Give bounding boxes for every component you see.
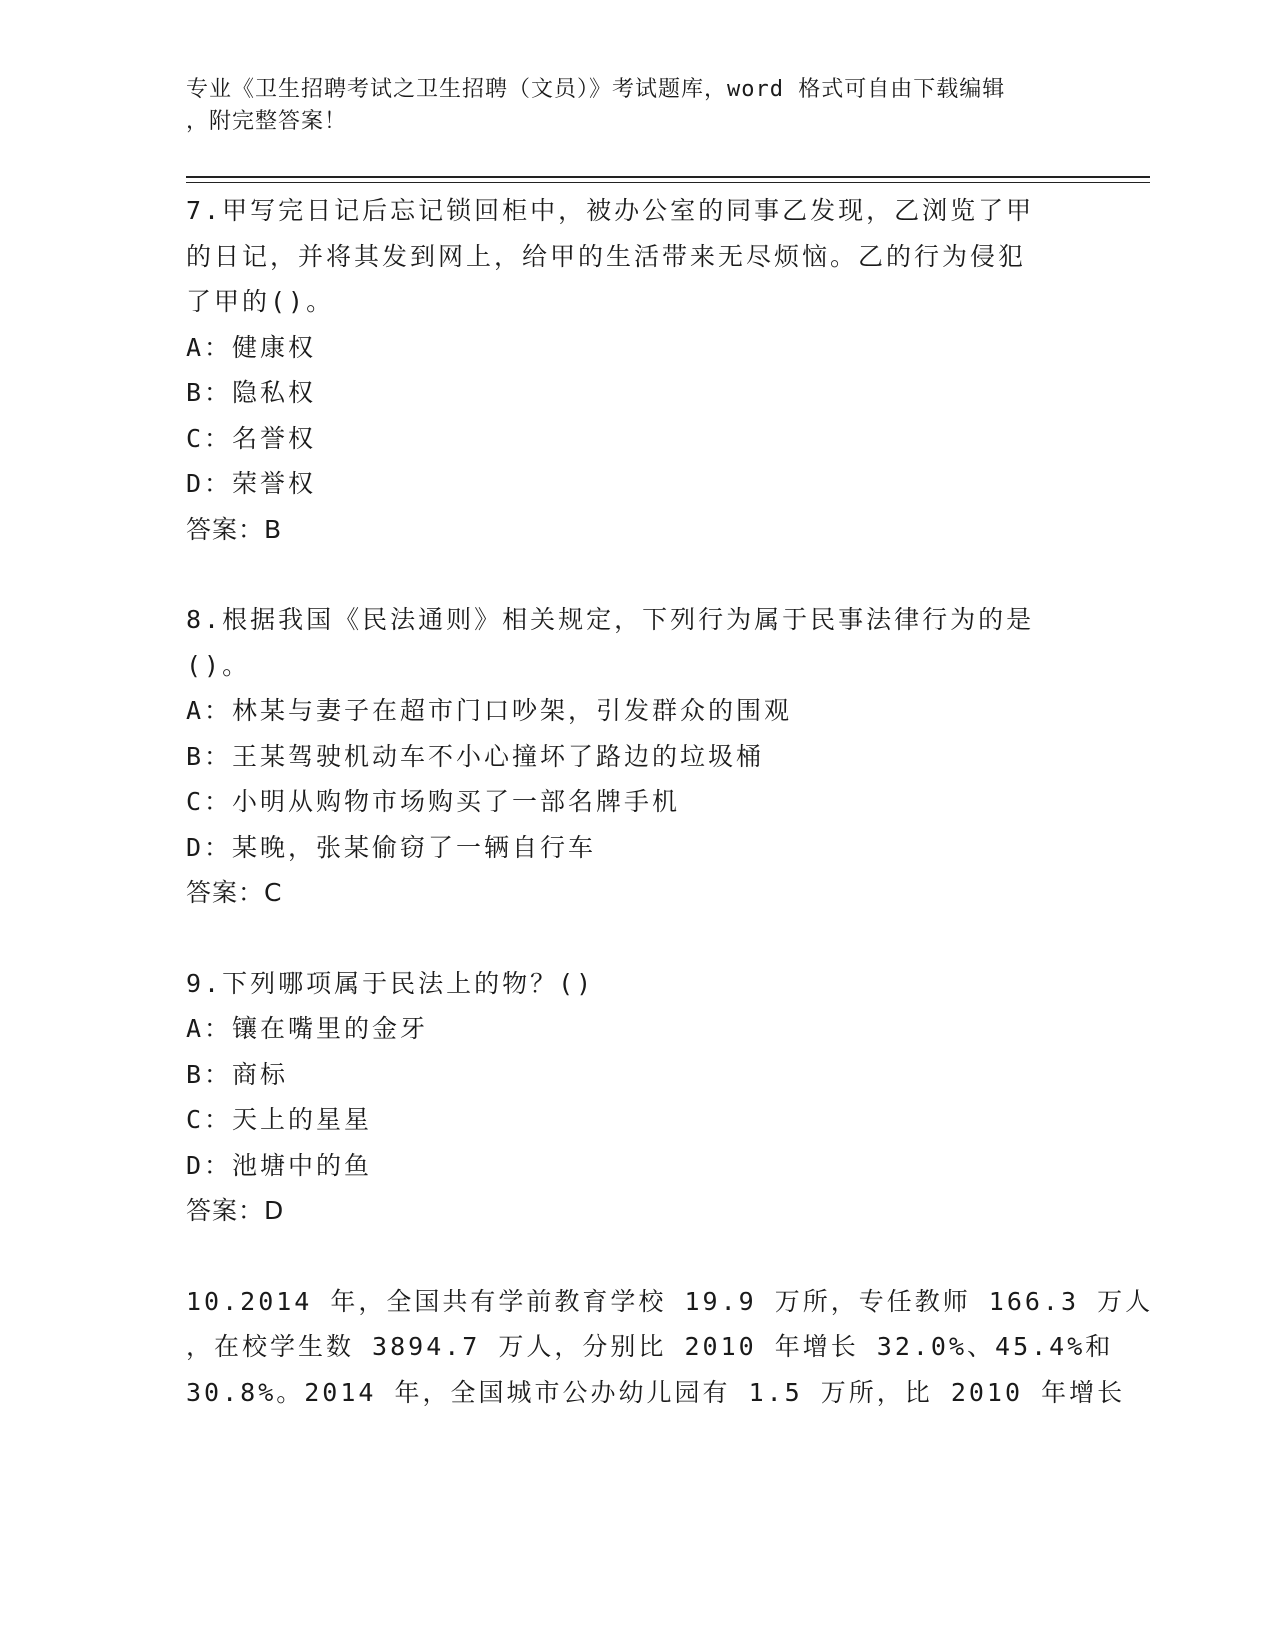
question-stem-line: 8.根据我国《民法通则》相关规定，下列行为属于民事法律行为的是	[186, 605, 1035, 634]
question-stem-line: ，在校学生数 3894.7 万人，分别比 2010 年增长 32.0%、45.4%和	[186, 1332, 1114, 1361]
option-c: C：名誉权	[186, 423, 317, 453]
question-stem-line: 的日记，并将其发到网上，给甲的生活带来无尽烦恼。乙的行为侵犯	[186, 241, 1027, 271]
option-d: D：池塘中的鱼	[186, 1150, 373, 1180]
question-spacer	[186, 1234, 1086, 1279]
option-a: A：健康权	[186, 332, 317, 362]
question-stem-line: 7.甲写完日记后忘记锁回柜中，被办公室的同事乙发现，乙浏览了甲	[186, 196, 1035, 225]
question-stem-line: 9.下列哪项属于民法上的物？()	[186, 968, 595, 998]
answer-line: 答案：D	[186, 1196, 285, 1225]
answer-line: 答案：B	[186, 514, 283, 544]
question-stem-line: 10.2014 年，全国共有学前教育学校 19.9 万所，专任教师 166.3 万人	[186, 1286, 1154, 1316]
question-spacer	[186, 916, 1086, 961]
option-d: D：荣誉权	[186, 469, 317, 498]
question-stem-line: ()。	[186, 650, 251, 680]
header-divider-thick	[186, 176, 1150, 178]
header-divider-thin	[186, 182, 1150, 183]
option-d: D：某晚，张某偷窃了一辆自行车	[186, 832, 597, 862]
header-line: 专业《卫生招聘考试之卫生招聘（文员）》考试题库，word 格式可自由下载编辑	[186, 77, 1006, 102]
answer-line: 答案：C	[186, 878, 283, 907]
question-stem-line: 了甲的()。	[186, 287, 335, 316]
question-stem-line: 30.8%。2014 年，全国城市公办幼儿园有 1.5 万所，比 2010 年增长	[186, 1377, 1126, 1407]
question-9	[186, 961, 1086, 1234]
option-b: B：商标	[186, 1059, 289, 1089]
document-header	[186, 74, 1066, 138]
question-7	[186, 188, 1086, 552]
option-b: B：王某驾驶机动车不小心撞坏了路边的垃圾桶	[186, 741, 765, 771]
option-b: B：隐私权	[186, 378, 317, 407]
question-8	[186, 597, 1086, 916]
option-a: A：镶在嘴里的金牙	[186, 1014, 429, 1043]
header-line: ，附完整答案！	[186, 109, 348, 134]
option-a: A：林某与妻子在超市门口吵架，引发群众的围观	[186, 696, 793, 725]
option-c: C：小明从购物市场购买了一部名牌手机	[186, 787, 681, 816]
option-c: C：天上的星星	[186, 1105, 373, 1134]
question-10	[186, 1279, 1154, 1416]
question-spacer	[186, 552, 1086, 597]
question-list	[186, 188, 1154, 1415]
